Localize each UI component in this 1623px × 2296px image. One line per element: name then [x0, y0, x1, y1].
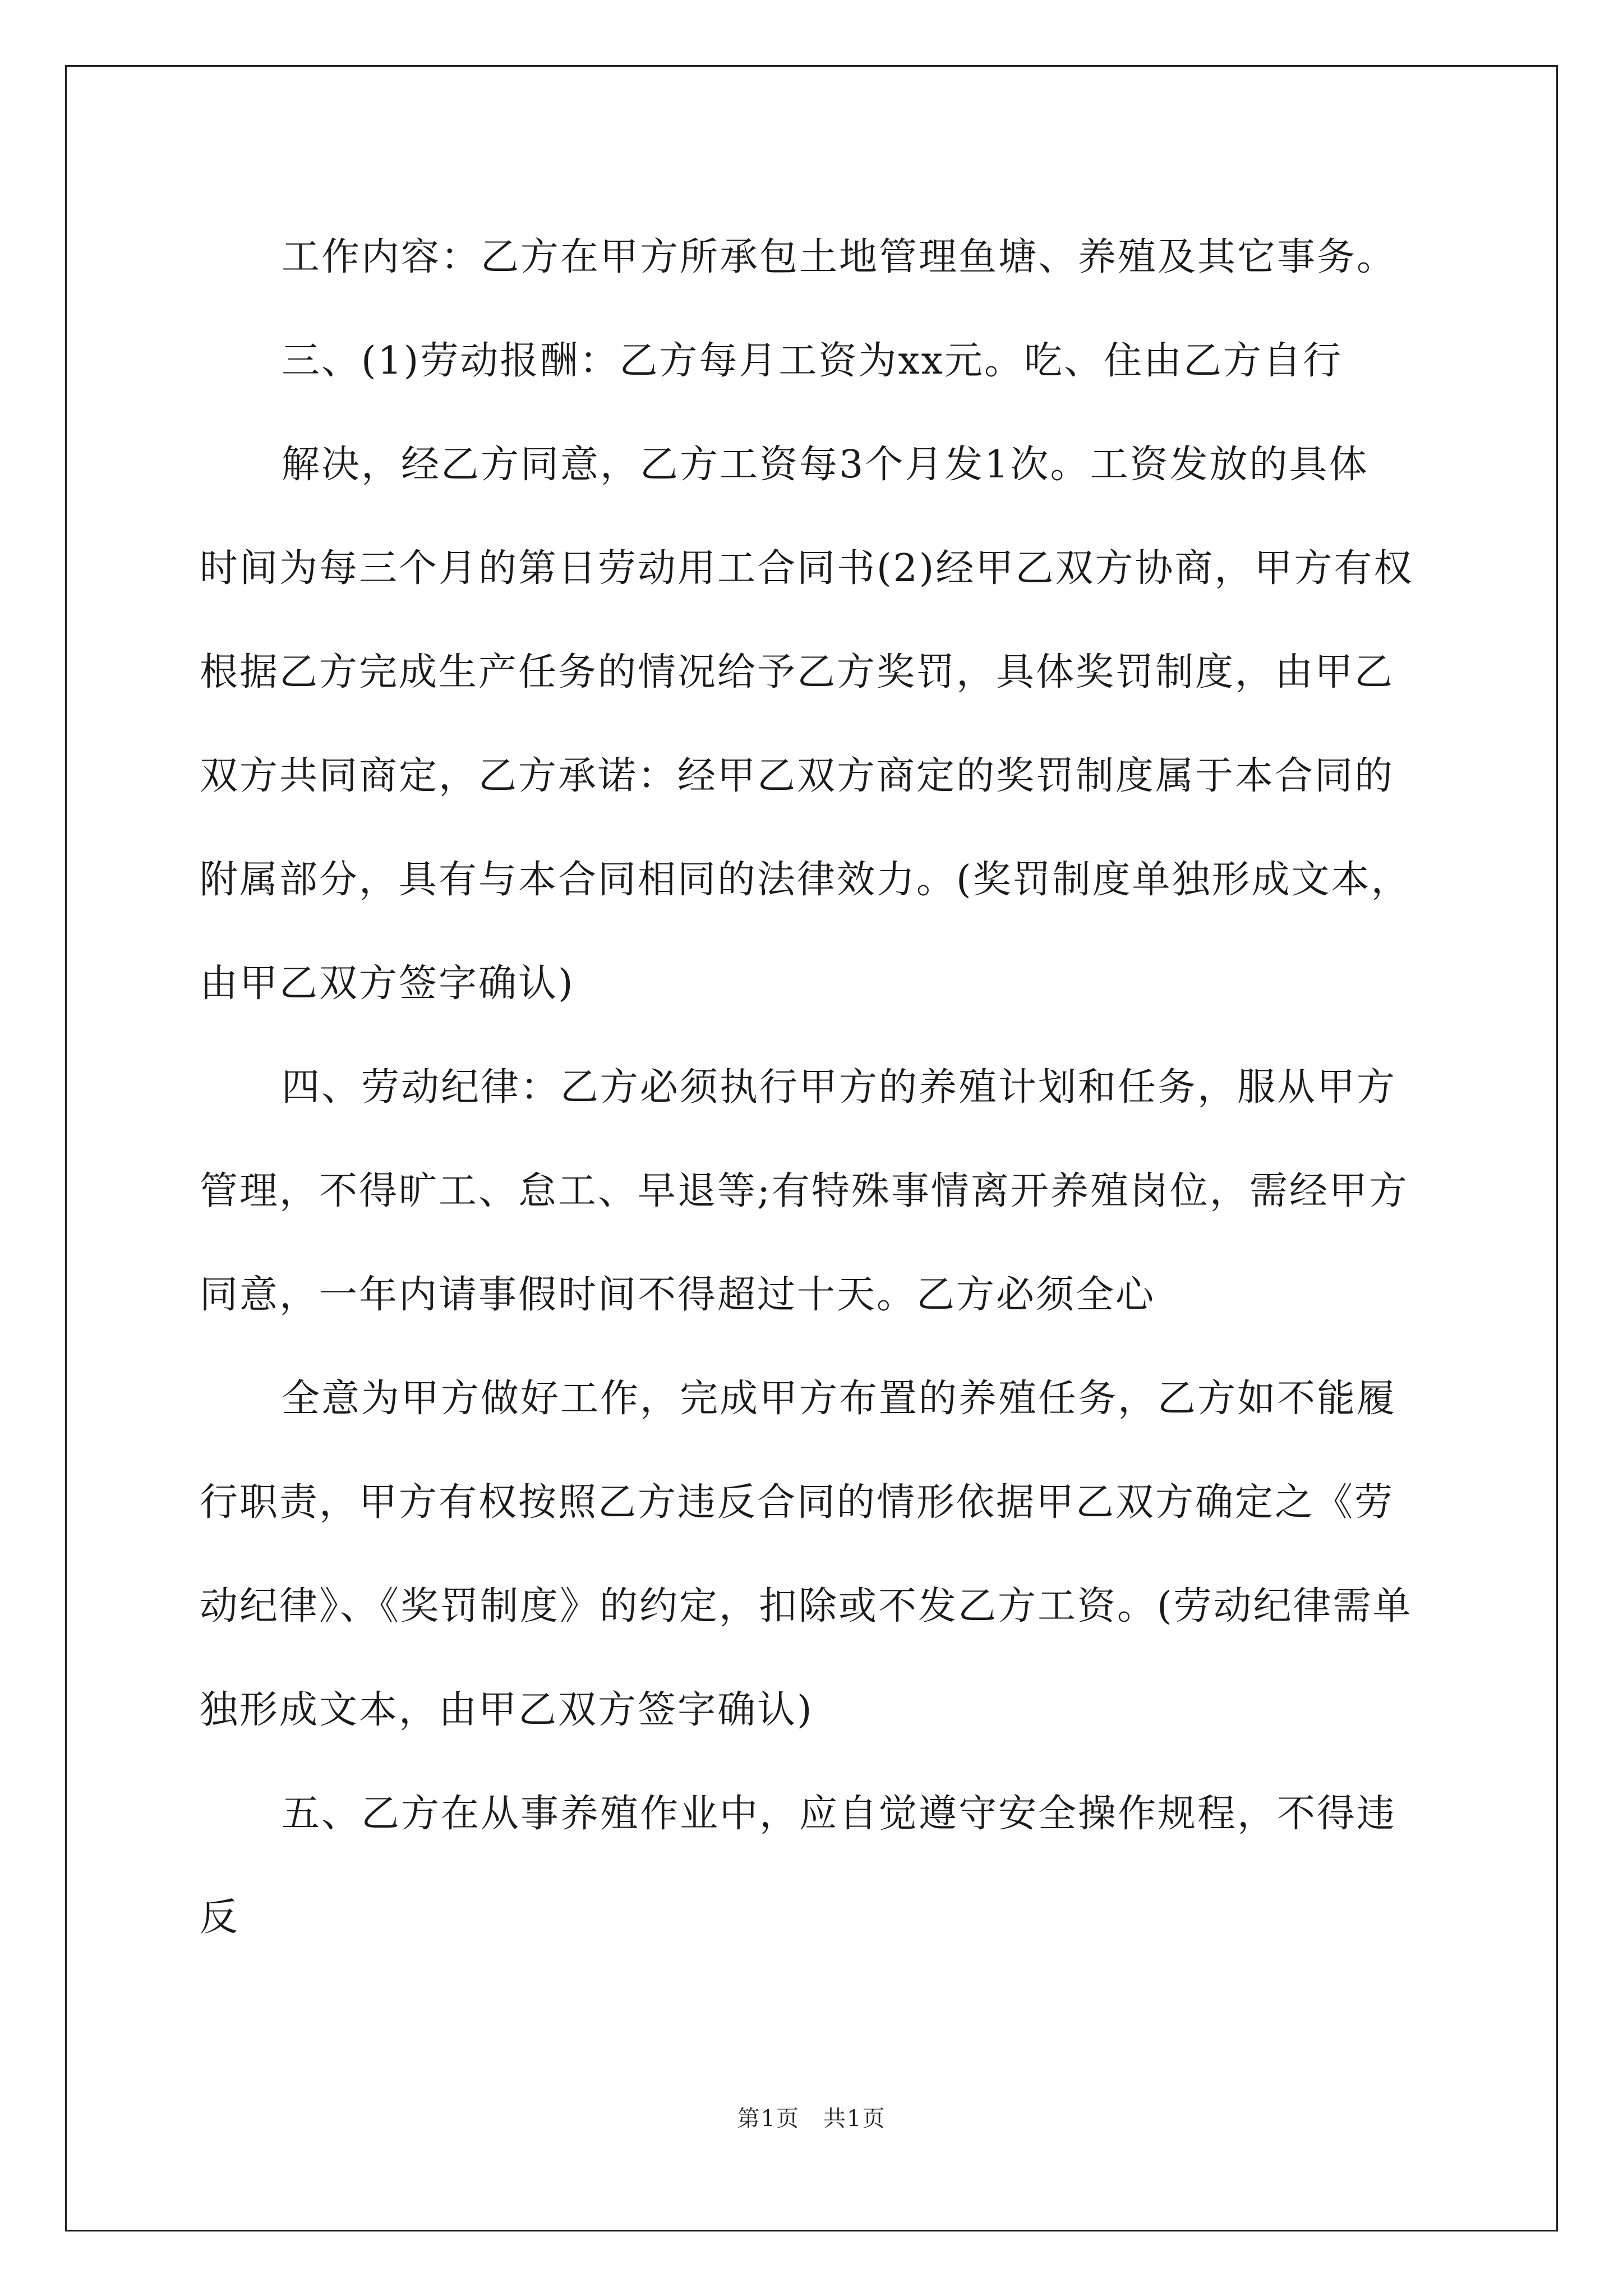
text-line: 由甲乙双方签字确认) — [200, 961, 575, 1006]
text-line: 同意，一年内请事假时间不得超过十天。乙方必须全心 — [200, 1273, 1156, 1317]
text-line: 时间为每三个月的第日劳动用工合同书(2)经甲乙双方协商，甲方有权 — [200, 546, 1414, 591]
text-line: 四、劳动纪律：乙方必须执行甲方的养殖计划和任务，服从甲方 — [282, 1065, 1397, 1110]
text-line: 五、乙方在从事养殖作业中，应自觉遵守安全操作规程，不得违 — [282, 1792, 1397, 1836]
text-line: 附属部分，具有与本合同相同的法律效力。(奖罚制度单独形成文本， — [200, 858, 1411, 902]
text-line: 行职责，甲方有权按照乙方违反合同的情形依据甲乙双方确定之《劳 — [200, 1480, 1395, 1525]
text-line: 解决，经乙方同意，乙方工资每3个月发1次。工资发放的具体 — [282, 443, 1369, 487]
text-line: 根据乙方完成生产任务的情况给予乙方奖罚，具体奖罚制度，由甲乙 — [200, 650, 1395, 694]
text-line: 双方共同商定，乙方承诺：经甲乙双方商定的奖罚制度属于本合同的 — [200, 754, 1395, 798]
document-body — [200, 205, 1427, 1970]
text-line: 管理，不得旷工、怠工、早退等;有特殊事情离开养殖岗位，需经甲方 — [200, 1169, 1409, 1213]
text-line: 工作内容：乙方在甲方所承包土地管理鱼塘、养殖及其它事务。 — [282, 235, 1397, 279]
text-line: 动纪律》、《奖罚制度》的约定，扣除或不发乙方工资。(劳动纪律需单 — [200, 1584, 1413, 1628]
text-line: 独形成文本，由甲乙双方签字确认) — [200, 1688, 814, 1732]
text-line: 全意为甲方做好工作，完成甲方布置的养殖任务，乙方如不能履 — [282, 1377, 1397, 1421]
text-line: 反 — [200, 1895, 240, 1940]
text-line: 三、(1)劳动报酬：乙方每月工资为xx元。吃、住由乙方自行 — [282, 339, 1343, 383]
page-number-footer: 第1页 共1页 — [737, 2106, 886, 2132]
